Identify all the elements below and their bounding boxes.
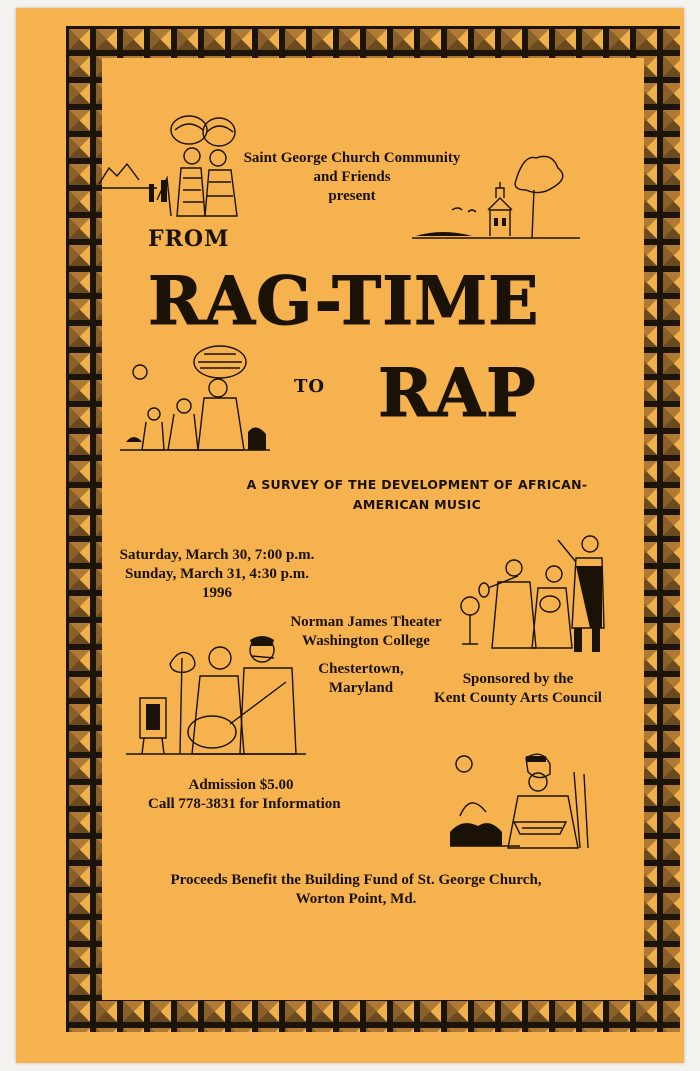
title-to: TO xyxy=(294,376,326,397)
sponsor-line-1: Sponsored by the xyxy=(462,671,574,687)
admission-price: Admission $5.00 xyxy=(188,777,294,793)
venue-line-4: Maryland xyxy=(328,680,394,696)
title-rap xyxy=(378,354,537,432)
sponsor xyxy=(420,670,616,708)
date-line-2: Sunday, March 31, 4:30 p.m. xyxy=(125,566,309,582)
presenter-line-3: present xyxy=(328,188,376,204)
women-baskets-illustration xyxy=(97,108,242,218)
event-dates xyxy=(104,546,330,603)
venue-line-1: Norman James Theater xyxy=(290,614,442,630)
subtitle-line-2: AMERICAN MUSIC xyxy=(352,497,482,512)
sponsor-line-2: Kent County Arts Council xyxy=(434,690,602,706)
brass-band-illustration xyxy=(458,532,608,652)
presenter-line-1: Saint George Church Community xyxy=(243,150,461,166)
title-rap-text: RAP xyxy=(378,354,537,432)
admission-phone: Call 778-3831 for Information xyxy=(148,796,341,812)
title-ragtime xyxy=(148,262,539,340)
venue-line-3: Chestertown, xyxy=(318,661,404,677)
workers-illustration xyxy=(120,342,270,452)
subtitle xyxy=(232,475,602,515)
subtitle-line-1: A SURVEY OF THE DEVELOPMENT OF AFRICAN- xyxy=(246,477,588,492)
woman-rocking-chair-illustration xyxy=(450,752,590,852)
date-line-1: Saturday, March 30, 7:00 p.m. xyxy=(119,547,315,563)
admission xyxy=(148,776,341,814)
title-from: FROM xyxy=(148,226,230,252)
venue xyxy=(276,613,456,651)
venue-line-2: Washington College xyxy=(302,633,430,649)
proceeds-line-1: Proceeds Benefit the Building Fund of St. George Church, xyxy=(170,872,542,888)
proceeds xyxy=(150,871,562,909)
presenter-line-2: and Friends xyxy=(313,169,391,185)
presenter-text xyxy=(232,149,472,206)
venue-location xyxy=(296,660,426,698)
proceeds-line-2: Worton Point, Md. xyxy=(295,891,417,907)
date-year: 1996 xyxy=(202,585,232,601)
title-ragtime-text: RAG-TIME xyxy=(148,262,540,340)
